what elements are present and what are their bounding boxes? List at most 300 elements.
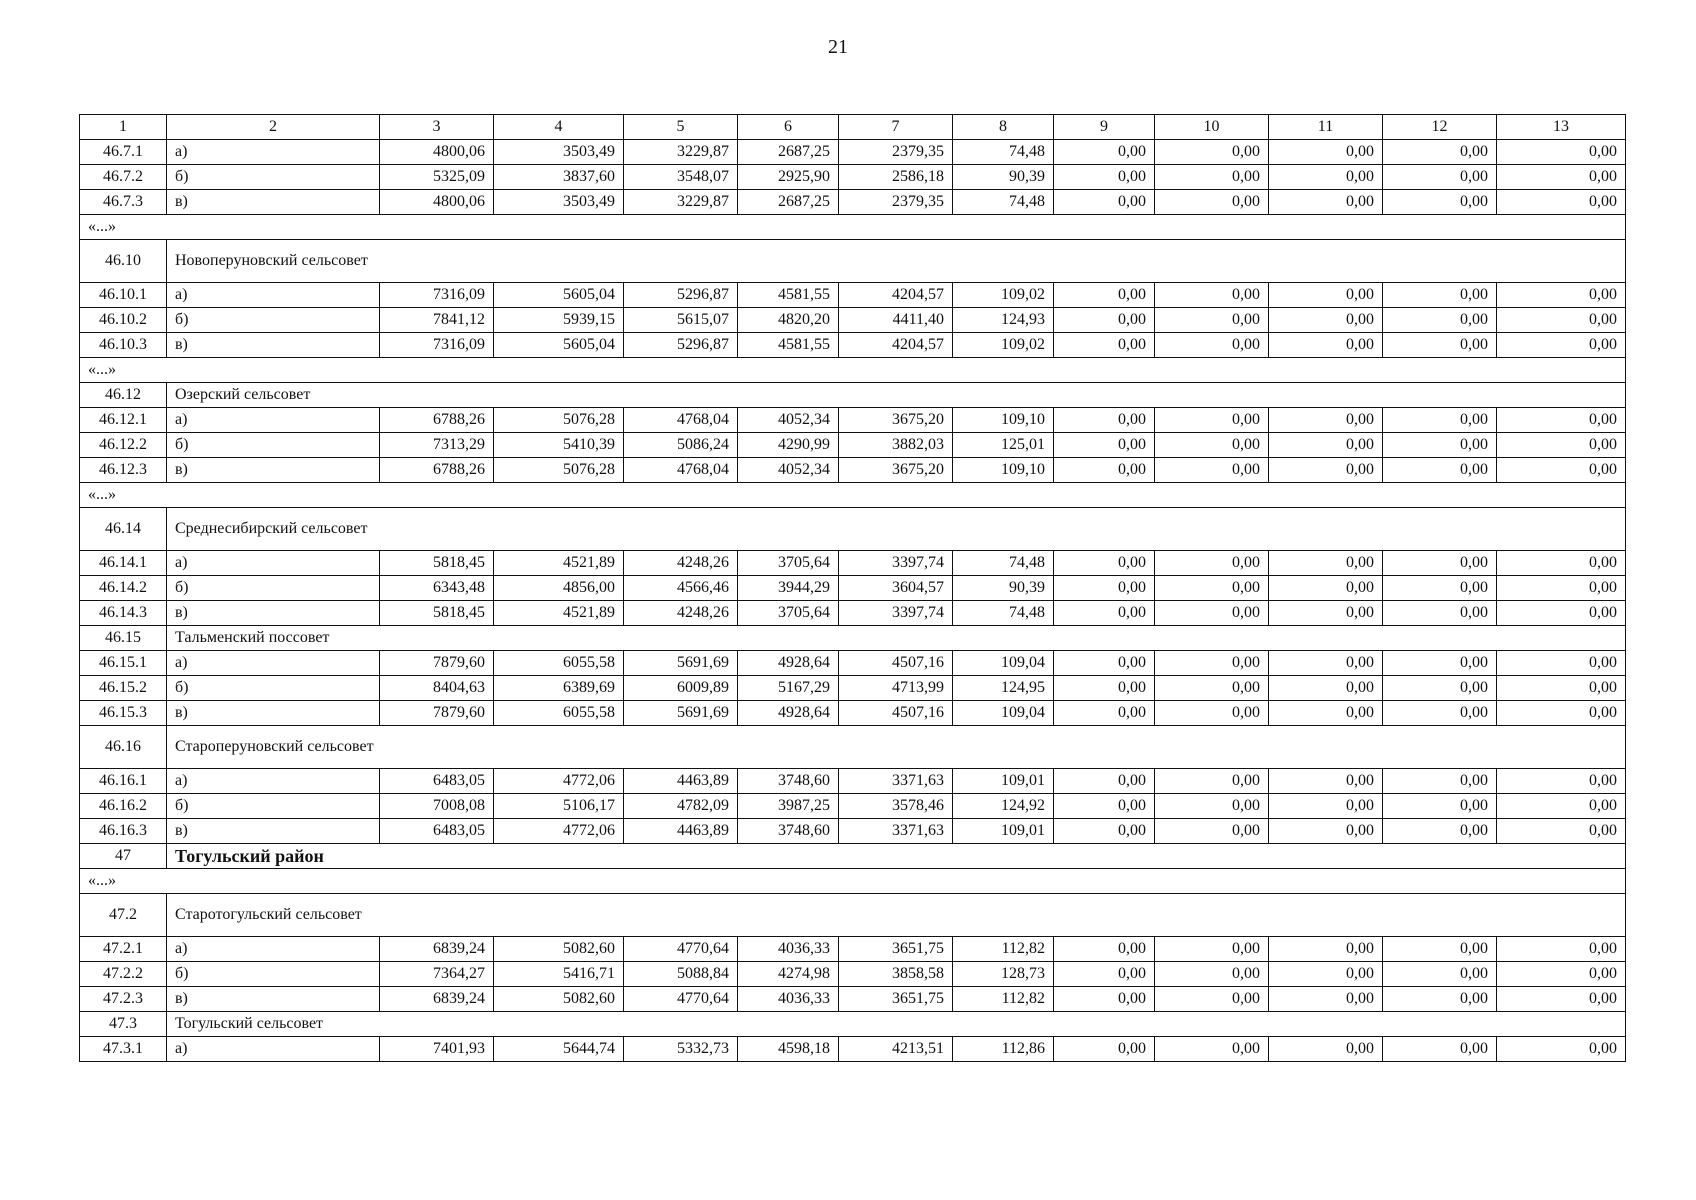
value-cell: 0,00: [1269, 308, 1383, 333]
value-cell: 4463,89: [624, 819, 738, 844]
value-cell: 124,92: [953, 794, 1054, 819]
value-cell: 0,00: [1383, 576, 1497, 601]
table-row: [80, 676, 1626, 701]
table-body: [80, 115, 1626, 1062]
value-cell: 0,00: [1155, 987, 1269, 1012]
value-cell: 0,00: [1054, 458, 1155, 483]
section-row: [80, 726, 1626, 769]
row-label: а): [167, 937, 380, 962]
value-cell: 7313,29: [380, 433, 494, 458]
value-cell: 3503,49: [494, 190, 624, 215]
value-cell: 0,00: [1497, 651, 1626, 676]
omission-marker: «...»: [80, 215, 1626, 240]
value-cell: 5818,45: [380, 551, 494, 576]
value-cell: 4248,26: [624, 551, 738, 576]
district-row: [80, 844, 1626, 869]
value-cell: 0,00: [1054, 1037, 1155, 1062]
value-cell: 2379,35: [839, 140, 953, 165]
value-cell: 4204,57: [839, 333, 953, 358]
value-cell: 0,00: [1155, 701, 1269, 726]
value-cell: 8404,63: [380, 676, 494, 701]
value-cell: 0,00: [1155, 458, 1269, 483]
value-cell: 112,82: [953, 937, 1054, 962]
row-code: 46.15.1: [80, 651, 167, 676]
column-header: 13: [1497, 115, 1626, 140]
value-cell: 0,00: [1269, 651, 1383, 676]
value-cell: 3651,75: [839, 987, 953, 1012]
section-name: [167, 508, 1626, 551]
value-cell: 5296,87: [624, 333, 738, 358]
value-cell: 0,00: [1054, 601, 1155, 626]
value-cell: 0,00: [1497, 819, 1626, 844]
value-cell: 0,00: [1497, 987, 1626, 1012]
section-code: 46.14: [80, 508, 167, 551]
value-cell: 5167,29: [738, 676, 839, 701]
value-cell: 5082,60: [494, 937, 624, 962]
value-cell: 0,00: [1497, 551, 1626, 576]
value-cell: 124,95: [953, 676, 1054, 701]
value-cell: 109,10: [953, 458, 1054, 483]
value-cell: 4507,16: [839, 701, 953, 726]
value-cell: 0,00: [1383, 962, 1497, 987]
row-label: б): [167, 433, 380, 458]
table-row: [80, 283, 1626, 308]
value-cell: 0,00: [1269, 601, 1383, 626]
value-cell: 5615,07: [624, 308, 738, 333]
value-cell: 2687,25: [738, 190, 839, 215]
row-code: 46.16.1: [80, 769, 167, 794]
tariff-table: [79, 114, 1626, 1062]
value-cell: 3987,25: [738, 794, 839, 819]
value-cell: 112,86: [953, 1037, 1054, 1062]
section-code: 46.12: [80, 383, 167, 408]
table-row: [80, 433, 1626, 458]
value-cell: 0,00: [1054, 676, 1155, 701]
value-cell: 3371,63: [839, 819, 953, 844]
value-cell: 0,00: [1269, 794, 1383, 819]
value-cell: 7401,93: [380, 1037, 494, 1062]
value-cell: 4581,55: [738, 333, 839, 358]
value-cell: 5416,71: [494, 962, 624, 987]
value-cell: 3675,20: [839, 458, 953, 483]
value-cell: 0,00: [1155, 433, 1269, 458]
value-cell: 0,00: [1054, 140, 1155, 165]
value-cell: 0,00: [1155, 283, 1269, 308]
value-cell: 3397,74: [839, 551, 953, 576]
column-header: 6: [738, 115, 839, 140]
value-cell: 7879,60: [380, 651, 494, 676]
value-cell: 0,00: [1269, 701, 1383, 726]
value-cell: 0,00: [1383, 433, 1497, 458]
value-cell: 6839,24: [380, 937, 494, 962]
value-cell: 0,00: [1054, 937, 1155, 962]
section-name-text: Среднесибирский сельсовет: [175, 520, 368, 537]
value-cell: 0,00: [1155, 190, 1269, 215]
table-row: [80, 408, 1626, 433]
value-cell: 4036,33: [738, 987, 839, 1012]
value-cell: 3748,60: [738, 819, 839, 844]
value-cell: 3882,03: [839, 433, 953, 458]
row-code: 46.15.3: [80, 701, 167, 726]
value-cell: 109,04: [953, 651, 1054, 676]
value-cell: 0,00: [1054, 769, 1155, 794]
row-label: б): [167, 794, 380, 819]
value-cell: 0,00: [1497, 794, 1626, 819]
row-label: в): [167, 601, 380, 626]
value-cell: 5076,28: [494, 408, 624, 433]
value-cell: 4411,40: [839, 308, 953, 333]
value-cell: 0,00: [1054, 165, 1155, 190]
table-row: [80, 308, 1626, 333]
value-cell: 0,00: [1269, 576, 1383, 601]
value-cell: 0,00: [1383, 1037, 1497, 1062]
value-cell: 0,00: [1383, 701, 1497, 726]
value-cell: 109,01: [953, 819, 1054, 844]
row-code: 46.7.2: [80, 165, 167, 190]
value-cell: 0,00: [1497, 408, 1626, 433]
value-cell: 5605,04: [494, 333, 624, 358]
value-cell: 0,00: [1155, 333, 1269, 358]
value-cell: 6055,58: [494, 701, 624, 726]
value-cell: 0,00: [1155, 140, 1269, 165]
value-cell: 0,00: [1383, 333, 1497, 358]
value-cell: 0,00: [1155, 819, 1269, 844]
row-code: 46.14.1: [80, 551, 167, 576]
value-cell: 4213,51: [839, 1037, 953, 1062]
table-row: [80, 769, 1626, 794]
value-cell: 5939,15: [494, 308, 624, 333]
value-cell: 3229,87: [624, 140, 738, 165]
value-cell: 4274,98: [738, 962, 839, 987]
value-cell: 3229,87: [624, 190, 738, 215]
table-row: [80, 551, 1626, 576]
value-cell: 0,00: [1155, 651, 1269, 676]
table-row: [80, 333, 1626, 358]
value-cell: 5296,87: [624, 283, 738, 308]
value-cell: 109,04: [953, 701, 1054, 726]
value-cell: 0,00: [1155, 794, 1269, 819]
table-row: [80, 701, 1626, 726]
value-cell: 5106,17: [494, 794, 624, 819]
value-cell: 0,00: [1054, 190, 1155, 215]
value-cell: 0,00: [1155, 408, 1269, 433]
table-row: [80, 458, 1626, 483]
section-name-text: Новоперуновский сельсовет: [175, 252, 368, 269]
row-code: 47.2.3: [80, 987, 167, 1012]
section-row: [80, 383, 1626, 408]
row-label: в): [167, 987, 380, 1012]
row-label: б): [167, 165, 380, 190]
value-cell: 0,00: [1269, 676, 1383, 701]
table-row: [80, 190, 1626, 215]
value-cell: 4248,26: [624, 601, 738, 626]
row-label: в): [167, 458, 380, 483]
row-label: а): [167, 651, 380, 676]
omission-marker: «...»: [80, 483, 1626, 508]
value-cell: 0,00: [1383, 283, 1497, 308]
value-cell: 0,00: [1383, 987, 1497, 1012]
value-cell: 0,00: [1383, 190, 1497, 215]
value-cell: 7364,27: [380, 962, 494, 987]
value-cell: 0,00: [1497, 308, 1626, 333]
section-row: [80, 508, 1626, 551]
value-cell: 3837,60: [494, 165, 624, 190]
section-row: [80, 626, 1626, 651]
value-cell: 0,00: [1155, 551, 1269, 576]
table-row: [80, 962, 1626, 987]
column-header: 1: [80, 115, 167, 140]
column-header: 11: [1269, 115, 1383, 140]
column-header: 10: [1155, 115, 1269, 140]
value-cell: 109,02: [953, 283, 1054, 308]
value-cell: 0,00: [1497, 165, 1626, 190]
value-cell: 0,00: [1054, 283, 1155, 308]
value-cell: 0,00: [1497, 962, 1626, 987]
district-name: Тогульский район: [167, 844, 1626, 869]
value-cell: 0,00: [1269, 333, 1383, 358]
column-header: 12: [1383, 115, 1497, 140]
row-label: а): [167, 1037, 380, 1062]
value-cell: 5818,45: [380, 601, 494, 626]
omission-row: [80, 215, 1626, 240]
value-cell: 90,39: [953, 576, 1054, 601]
value-cell: 0,00: [1155, 308, 1269, 333]
value-cell: 0,00: [1269, 458, 1383, 483]
row-code: 46.12.2: [80, 433, 167, 458]
row-code: 46.16.3: [80, 819, 167, 844]
value-cell: 0,00: [1383, 408, 1497, 433]
value-cell: 6788,26: [380, 458, 494, 483]
district-code: 47: [80, 844, 167, 869]
value-cell: 0,00: [1269, 1037, 1383, 1062]
value-cell: 0,00: [1269, 769, 1383, 794]
value-cell: 4507,16: [839, 651, 953, 676]
section-name: [167, 894, 1626, 937]
value-cell: 3604,57: [839, 576, 953, 601]
value-cell: 0,00: [1383, 165, 1497, 190]
value-cell: 2687,25: [738, 140, 839, 165]
value-cell: 6788,26: [380, 408, 494, 433]
value-cell: 0,00: [1155, 576, 1269, 601]
row-code: 47.3.1: [80, 1037, 167, 1062]
value-cell: 112,82: [953, 987, 1054, 1012]
value-cell: 7316,09: [380, 283, 494, 308]
row-label: в): [167, 190, 380, 215]
value-cell: 6009,89: [624, 676, 738, 701]
value-cell: 0,00: [1269, 165, 1383, 190]
value-cell: 0,00: [1054, 551, 1155, 576]
value-cell: 0,00: [1155, 937, 1269, 962]
value-cell: 7879,60: [380, 701, 494, 726]
value-cell: 0,00: [1054, 333, 1155, 358]
value-cell: 5410,39: [494, 433, 624, 458]
value-cell: 109,10: [953, 408, 1054, 433]
value-cell: 0,00: [1155, 769, 1269, 794]
value-cell: 74,48: [953, 140, 1054, 165]
value-cell: 109,01: [953, 769, 1054, 794]
value-cell: 0,00: [1269, 937, 1383, 962]
value-cell: 3371,63: [839, 769, 953, 794]
section-code: 46.10: [80, 240, 167, 283]
value-cell: 3548,07: [624, 165, 738, 190]
column-header: 8: [953, 115, 1054, 140]
column-header: 3: [380, 115, 494, 140]
value-cell: 125,01: [953, 433, 1054, 458]
value-cell: 5325,09: [380, 165, 494, 190]
value-cell: 0,00: [1155, 676, 1269, 701]
value-cell: 0,00: [1497, 576, 1626, 601]
row-code: 46.14.2: [80, 576, 167, 601]
value-cell: 0,00: [1497, 333, 1626, 358]
value-cell: 5644,74: [494, 1037, 624, 1062]
section-row: [80, 240, 1626, 283]
value-cell: 0,00: [1497, 283, 1626, 308]
value-cell: 0,00: [1155, 962, 1269, 987]
value-cell: 0,00: [1155, 601, 1269, 626]
section-row: [80, 894, 1626, 937]
value-cell: 0,00: [1054, 651, 1155, 676]
value-cell: 4800,06: [380, 190, 494, 215]
row-code: 47.2.1: [80, 937, 167, 962]
value-cell: 0,00: [1269, 140, 1383, 165]
value-cell: 4856,00: [494, 576, 624, 601]
section-code: 46.15: [80, 626, 167, 651]
omission-row: [80, 869, 1626, 894]
value-cell: 0,00: [1383, 458, 1497, 483]
value-cell: 0,00: [1054, 576, 1155, 601]
value-cell: 0,00: [1269, 551, 1383, 576]
value-cell: 0,00: [1497, 676, 1626, 701]
value-cell: 74,48: [953, 601, 1054, 626]
section-name-text: Староперуновский сельсовет: [175, 738, 374, 755]
value-cell: 6483,05: [380, 819, 494, 844]
table-row: [80, 819, 1626, 844]
value-cell: 3651,75: [839, 937, 953, 962]
value-cell: 5086,24: [624, 433, 738, 458]
value-cell: 5076,28: [494, 458, 624, 483]
value-cell: 0,00: [1054, 962, 1155, 987]
section-row: [80, 1012, 1626, 1037]
row-label: а): [167, 408, 380, 433]
value-cell: 4770,64: [624, 987, 738, 1012]
value-cell: 0,00: [1269, 433, 1383, 458]
value-cell: 0,00: [1497, 190, 1626, 215]
section-name: Тальменский поссовет: [167, 626, 1626, 651]
value-cell: 3944,29: [738, 576, 839, 601]
value-cell: 0,00: [1155, 165, 1269, 190]
value-cell: 5605,04: [494, 283, 624, 308]
value-cell: 0,00: [1054, 408, 1155, 433]
row-code: 46.12.1: [80, 408, 167, 433]
row-label: б): [167, 676, 380, 701]
value-cell: 0,00: [1383, 308, 1497, 333]
value-cell: 0,00: [1497, 1037, 1626, 1062]
value-cell: 3705,64: [738, 601, 839, 626]
value-cell: 5691,69: [624, 651, 738, 676]
value-cell: 0,00: [1383, 819, 1497, 844]
section-name: [167, 240, 1626, 283]
value-cell: 3858,58: [839, 962, 953, 987]
table-row: [80, 937, 1626, 962]
value-cell: 5691,69: [624, 701, 738, 726]
column-header: 4: [494, 115, 624, 140]
value-cell: 6389,69: [494, 676, 624, 701]
value-cell: 0,00: [1269, 408, 1383, 433]
value-cell: 4598,18: [738, 1037, 839, 1062]
value-cell: 4052,34: [738, 458, 839, 483]
value-cell: 0,00: [1383, 937, 1497, 962]
value-cell: 2379,35: [839, 190, 953, 215]
value-cell: 90,39: [953, 165, 1054, 190]
value-cell: 4768,04: [624, 458, 738, 483]
value-cell: 0,00: [1383, 769, 1497, 794]
value-cell: 0,00: [1054, 433, 1155, 458]
value-cell: 4928,64: [738, 651, 839, 676]
column-header: 9: [1054, 115, 1155, 140]
value-cell: 0,00: [1269, 987, 1383, 1012]
value-cell: 4521,89: [494, 551, 624, 576]
table-row: [80, 794, 1626, 819]
value-cell: 0,00: [1383, 601, 1497, 626]
section-code: 46.16: [80, 726, 167, 769]
value-cell: 0,00: [1383, 140, 1497, 165]
table-row: [80, 601, 1626, 626]
value-cell: 0,00: [1383, 794, 1497, 819]
table-row: [80, 165, 1626, 190]
value-cell: 0,00: [1155, 1037, 1269, 1062]
row-code: 47.2.2: [80, 962, 167, 987]
value-cell: 0,00: [1497, 937, 1626, 962]
value-cell: 0,00: [1383, 551, 1497, 576]
value-cell: 3397,74: [839, 601, 953, 626]
value-cell: 5332,73: [624, 1037, 738, 1062]
value-cell: 2925,90: [738, 165, 839, 190]
row-label: в): [167, 701, 380, 726]
value-cell: 4052,34: [738, 408, 839, 433]
table-row: [80, 576, 1626, 601]
column-header: 5: [624, 115, 738, 140]
row-code: 46.14.3: [80, 601, 167, 626]
value-cell: 4782,09: [624, 794, 738, 819]
value-cell: 6343,48: [380, 576, 494, 601]
value-cell: 4204,57: [839, 283, 953, 308]
omission-marker: «...»: [80, 869, 1626, 894]
value-cell: 6055,58: [494, 651, 624, 676]
value-cell: 2586,18: [839, 165, 953, 190]
section-name: Тогульский сельсовет: [167, 1012, 1626, 1037]
value-cell: 0,00: [1269, 819, 1383, 844]
value-cell: 124,93: [953, 308, 1054, 333]
value-cell: 0,00: [1497, 701, 1626, 726]
value-cell: 4772,06: [494, 819, 624, 844]
value-cell: 7316,09: [380, 333, 494, 358]
section-name: Озерский сельсовет: [167, 383, 1626, 408]
table-row: [80, 140, 1626, 165]
row-code: 46.7.1: [80, 140, 167, 165]
value-cell: 5088,84: [624, 962, 738, 987]
value-cell: 3748,60: [738, 769, 839, 794]
value-cell: 3503,49: [494, 140, 624, 165]
row-code: 46.10.2: [80, 308, 167, 333]
omission-row: [80, 483, 1626, 508]
value-cell: 4768,04: [624, 408, 738, 433]
row-label: в): [167, 819, 380, 844]
row-code: 46.16.2: [80, 794, 167, 819]
section-name: [167, 726, 1626, 769]
value-cell: 0,00: [1269, 190, 1383, 215]
value-cell: 0,00: [1269, 962, 1383, 987]
value-cell: 4713,99: [839, 676, 953, 701]
